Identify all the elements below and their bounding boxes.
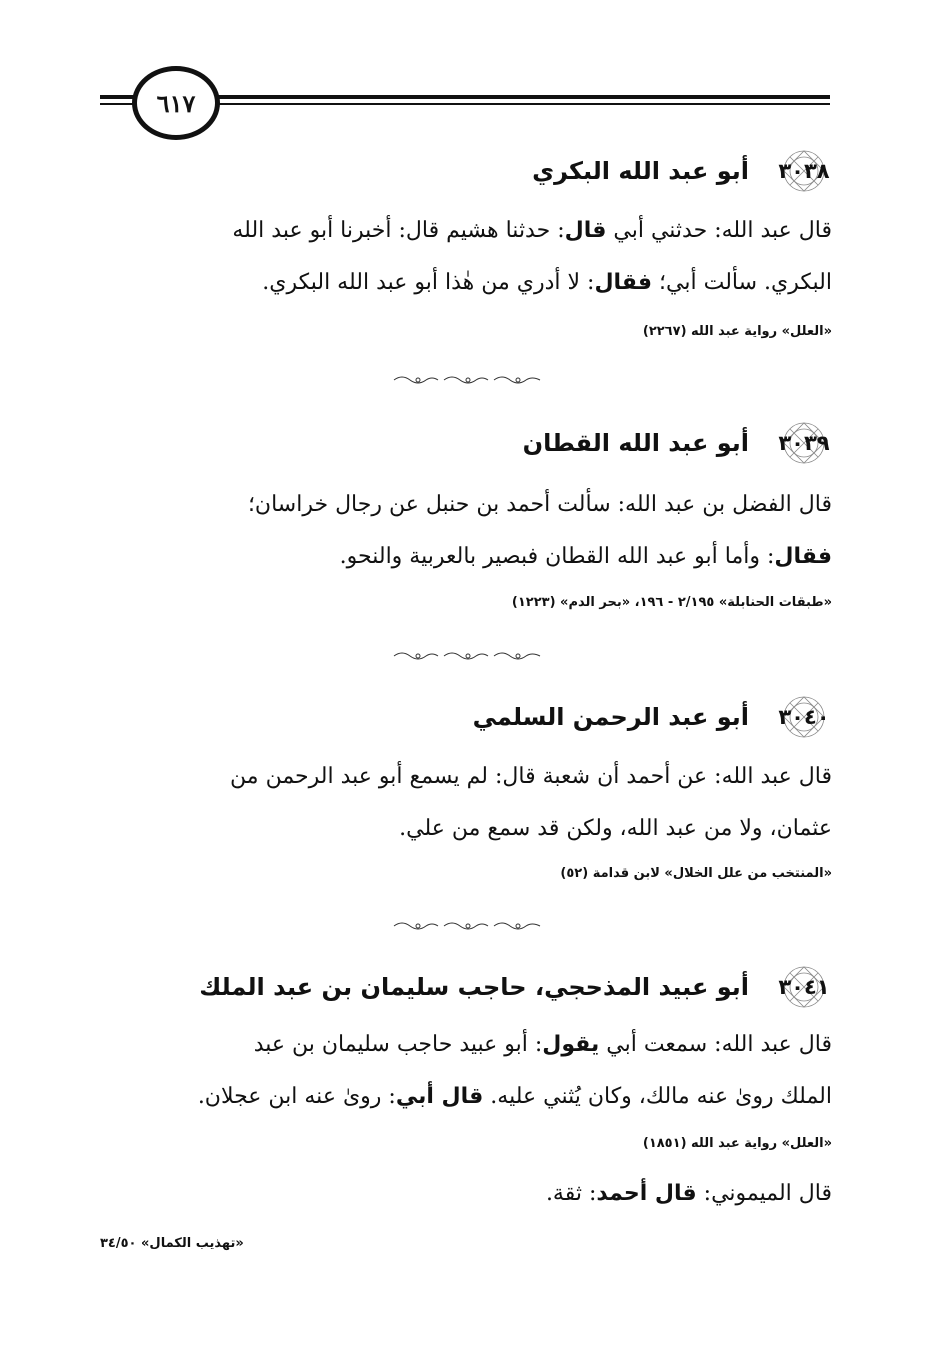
- entry-heading: [199, 964, 835, 1010]
- entry-number-badge: ٣٠٣٩: [773, 420, 835, 466]
- divider-ornament: [392, 650, 542, 662]
- source-reference: «طبقات الحنابلة» ٢/١٩٥ - ١٩٦، «بحر الدم» (١٢٢٣): [511, 595, 832, 610]
- entry-heading: [473, 694, 835, 740]
- entry-title: أبو عبيد المذحجي، حاجب سليمان بن عبد الملك: [199, 973, 749, 1001]
- page-number: ٦١٧: [132, 66, 220, 140]
- entry-text: [100, 479, 832, 583]
- entry-number-badge: ٣٠٤١: [773, 964, 835, 1010]
- text-line: قال الفضل بن عبد الله: سألت أحمد بن حنبل عن رجال خراسان؛: [247, 492, 832, 517]
- entry-text: [100, 751, 832, 855]
- divider-ornament: [392, 920, 542, 932]
- text-line: عثمان، ولا من عبد الله، ولكن قد سمع من علي.: [399, 816, 832, 841]
- entry-number-badge: ٣٠٣٨: [773, 148, 835, 194]
- text-line: قال عبد الله: سمعت أبي يقول: أبو عبيد حاجب سليمان بن عبد: [253, 1032, 832, 1057]
- source-reference: «المنتخب من علل الخلال» لابن قدامة (٥٢): [560, 866, 832, 881]
- text-line: قال عبد الله: عن أحمد أن شعبة قال: لم يسمع أبو عبد الرحمن من: [230, 764, 832, 789]
- source-reference: «العلل» رواية عبد الله (١٨٥١): [642, 1136, 832, 1151]
- source-reference: «العلل» رواية عبد الله (٢٢٦٧): [642, 324, 832, 339]
- text-line: فقال: وأما أبو عبد الله القطان فبصير بالعربية والنحو.: [339, 544, 832, 569]
- divider-ornament: [392, 374, 542, 386]
- text-line: قال عبد الله: حدثني أبي قال: حدثنا هشيم قال: أخبرنا أبو عبد الله: [232, 218, 832, 243]
- text-line: البكري. سألت أبي؛ فقال: لا أدري من هٰذا أبو عبد الله البكري.: [262, 270, 832, 295]
- entry-title: أبو عبد الله القطان: [522, 429, 749, 457]
- entry-heading: [523, 420, 835, 466]
- entry-title: أبو عبد الرحمن السلمي: [472, 703, 749, 731]
- entry-text: [100, 205, 832, 309]
- source-reference: «تهذيب الكمال» ٣٤/٥٠: [100, 1236, 244, 1251]
- entry-text: [100, 1019, 832, 1123]
- entry-number-badge: ٣٠٤٠: [773, 694, 835, 740]
- text-line: قال الميموني: قال أحمد: ثقة.: [545, 1181, 832, 1206]
- entry-title: أبو عبد الله البكري: [532, 157, 749, 185]
- entry-text: [100, 1168, 832, 1220]
- entry-heading: [532, 148, 835, 194]
- text-line: الملك روىٰ عنه مالك، وكان يُثني عليه. قال أبي: روىٰ عنه ابن عجلان.: [197, 1084, 832, 1109]
